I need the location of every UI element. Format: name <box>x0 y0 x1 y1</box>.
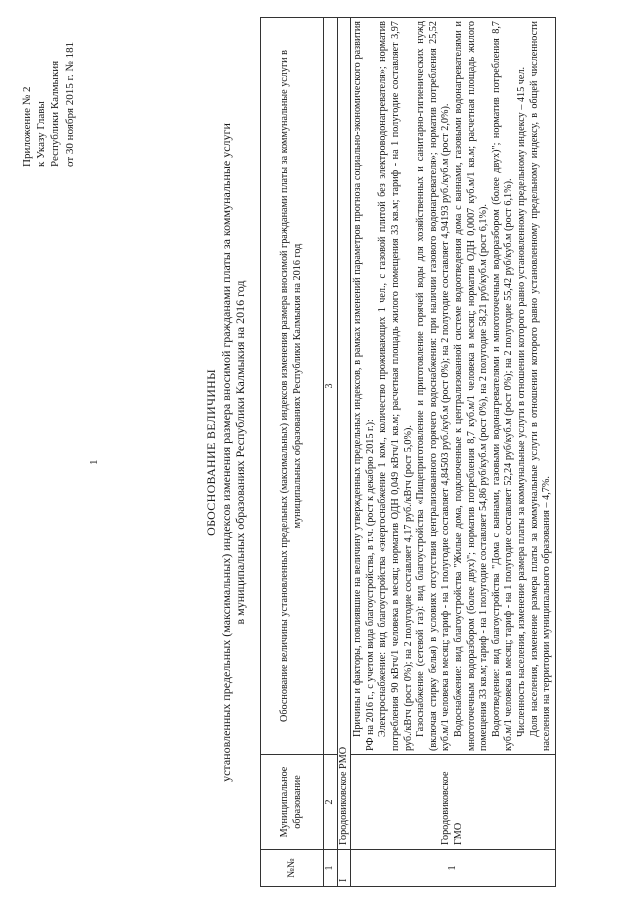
page-number: 1 <box>88 459 100 465</box>
appendix-line-4: от 30 ноября 2015 г. № 181 <box>63 41 76 167</box>
title-line-2: установленных предельных (максимальных) индексов изменения размера вносимой гражданами платы за коммунальные услуги <box>218 123 233 782</box>
appendix-line-2: к Указу Главы <box>35 101 48 167</box>
header-justification: Обоснование величины установленных предельных (максимальных) индексов изменения размера вносимой гражданами платы за коммунальные услуги в муниципальных образованиях Республики Калмыкия на 2016 год <box>261 18 324 755</box>
title-line-3: в муниципальных образованиях Республики Калмыкия на 2016 год <box>233 280 247 625</box>
column-index-2: 2 <box>324 755 338 850</box>
row-justification <box>351 18 556 755</box>
column-index-3: 3 <box>324 18 338 755</box>
title-line-1: ОБОСНОВАНИЕ ВЕЛИЧИНЫ <box>204 369 218 536</box>
table-header-row <box>261 18 324 887</box>
column-index-row <box>324 18 338 887</box>
appendix-line-3: Республики Калмыкия <box>49 60 62 167</box>
document-title <box>204 0 248 905</box>
paragraph-wastewater: Водоотведение: вид благоустройства "Дома с ваннами, газовыми водонагревателями и многоточечным водоразбором (более двух)"; норматив потребления 8,7 куб.м/1 человека в месяц; тариф - на 1 полугодие составляет 52,24 руб/куб.м (рост 0%); на 2 полугодие 55,42 руб/куб.м (рост 6,1%). <box>490 21 515 751</box>
section-row <box>337 18 351 887</box>
appendix-block <box>20 42 77 167</box>
paragraph-water-supply: Водоснабжение: вид благоустройства "Жилые дома, подключенные к централизованной системе водоотведения дома с ваннами, газовыми водонагревателями и многоточечным водоразбором (более двух)"; норматив потребления 8,7 куб.м/1 человека в месяц; норматив ОДН 0,0007 куб.м/1 кв.м; расчетная площадь жилого помещения 33 кв.м; тариф - на 1 полугодие составляет 54,86 руб/куб.м (рост 0%), на 2 полугодие 58,21 руб/куб.м (рост 6,1%). <box>452 21 490 751</box>
justification-table <box>260 17 556 887</box>
table-row <box>351 18 556 887</box>
column-index-1: 1 <box>324 850 338 887</box>
row-municipality: Городовиковское ГМО <box>351 755 556 850</box>
paragraph-population: Численность населения, изменение размера платы за коммунальные услуги в отношении которого равно установленному предельному индексу – 415 чел. <box>515 66 527 737</box>
section-label: Городовиковское РМО <box>337 18 351 850</box>
row-number: 1 <box>351 850 556 887</box>
section-number: I <box>337 850 351 887</box>
header-number: №№ <box>261 850 324 887</box>
paragraph-factors: Причины и факторы, повлиявшие на величину утвержденных предельных индексов, в рамках изменений параметров прогноза социально-экономического развития РФ на 2016 г., с учетом вида благоустройства, в т.ч. (рост к декабрю 2015 г.): <box>352 21 376 751</box>
paragraph-electricity: Электроснабжение: вид благоустройства «энергоснабжение 1 ком., количество проживающих 1 чел., с газовой плитой без электроводонагревателя»; норматив потребления 90 кВтч/1 человека в месяц; норматив ОДН 0,049 кВтч/1 кв.м; расчетная площадь жилого помещения 33 кв.м; тариф - на 1 полугодие составляет 3,97 руб./кВтч (рост 0%); на 2 полугодие составляет 4,17 руб./кВтч (рост 5,0%). <box>377 21 414 751</box>
paragraph-gas: Газоснабжение (сетевой газ): вид благоустройства «Пищеприготовление и приготовление горячей воды для хозяйственных и санитарно-гигиенических нужд (включая стирку белья) в условиях отсутствия централизованного горячего водоснабжения: при наличии газового водонагревателя»; норматив потребления 25,52 куб.м/1 человека в месяц; тариф - на 1 полугодие составляет 4,84503 руб./куб.м (рост 0%); на 2 полугодие составляет 4,94193 руб./куб.м (рост 2,0%). <box>415 21 452 751</box>
paragraph-population-share: Доля населения, изменение размера платы за коммунальные услуги в отношении которого равно установленному предельному индексу, в общей численности населения на территории муниципального образования – 4,7%. <box>528 21 553 751</box>
header-municipality: Муниципальное образование <box>261 755 324 850</box>
appendix-line-1: Приложение № 2 <box>21 86 33 167</box>
